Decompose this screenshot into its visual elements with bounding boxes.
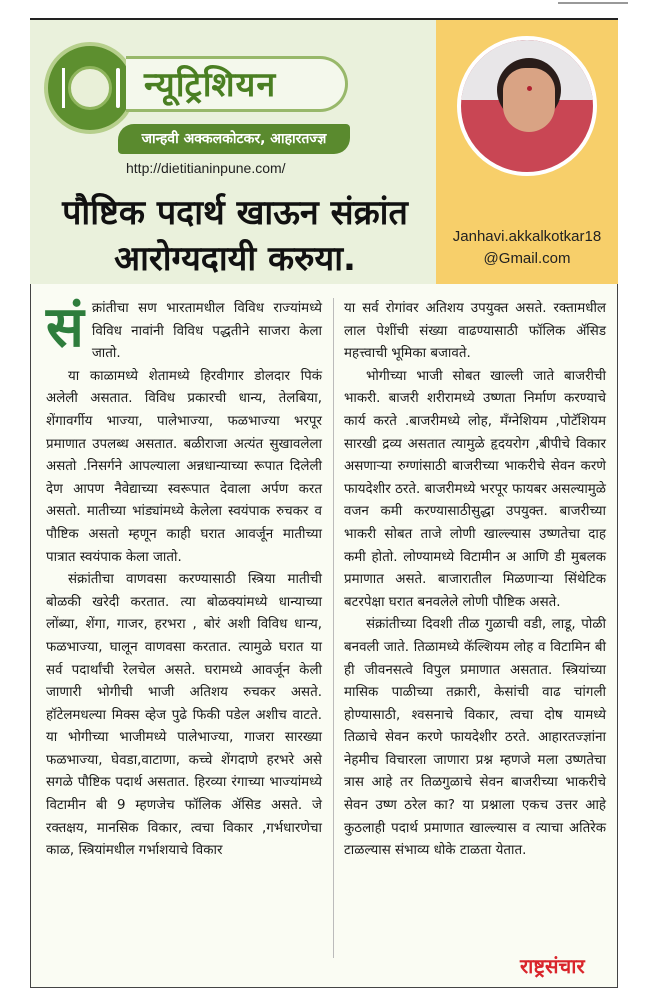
drop-cap: सं xyxy=(46,295,84,360)
email-line-2: @Gmail.com xyxy=(483,250,571,267)
paragraph: या सर्व रोगांवर अतिशय उपयुक्त असते. रक्तामधील लाल पेशींची संख्या वाढण्यासाठी फॉलिक ॲसिड महत्त्वाची भूमिका बजावते. xyxy=(344,301,606,362)
paragraph xyxy=(46,295,322,366)
paragraph: संक्रांतीचा वाणवसा करण्यासाठी स्त्रिया मातीची बोळकी खरेदी करतात. त्या बोळक्यांमध्ये धान्याच्या लोंब्या, शेंगा, गाजर, हरभरा , बोरं अशी विविध धान्य, फळभाज्या, घालून वाणवसा करतात. त्यामुळे घरात या सर्व पदार्थांची रेलचेल असते. घरामध्ये आवर्जून केली जाणारी भोगीची भाजी अतिशय रुचकर असते. हॉटेलमधल्या मिक्स व्हेज पुढे फिकी पडेल अशीच वाटते. या भोगीच्या भाजीमध्ये पालेभाज्या, गाजरा सारख्या फळभाज्या, घेवडा,वाटाणा, कच्चे शेंगदाणे हरभरे असे सगळे पौष्टिक पदार्थ असतात. हिरव्या रंगाच्या भाज्यांमध्ये विटामीन बी 9 म्हणजेच फॉलिक ॲसिड असते. जे रक्तक्षय, मानसिक विकार, त्वचा विकार ,गर्भधारणेचा काळ, स्त्रियांमधील गर्भाशयाचे विकार xyxy=(46,572,322,859)
article-column-1 xyxy=(46,295,322,863)
author-photo xyxy=(457,36,597,176)
author-byline: जान्हवी अक्कलकोटकर, आहारतज्ज्ञ xyxy=(118,124,350,154)
newspaper-logo: राष्ट्रसंचार xyxy=(520,954,585,978)
article-headline: पौष्टिक पदार्थ खाऊन संक्रांत आरोग्यदायी करुया. xyxy=(62,193,408,279)
paragraph-text: क्रांतीचा सण भारतामधील विविध राज्यांमध्ये विविध नावांनी विविध पद्धतीने साजरा केला जातो. xyxy=(91,301,322,362)
paragraph: भोगीच्या भाजी सोबत खाल्ली जाते बाजरीची भाकरी. बाजरी शरीरामध्ये उष्णता निर्माण करण्याचे कार्य करते .बाजरीमध्ये लोह, मॅंग्नेशियम ,पोटॅशियम सारखी द्रव्य असतात त्यामुळे हृदयरोग ,बीपीचे विकार असणाऱ्या रुग्णांसाठी बाजरीच्या भाकरीचे सेवन करणे फायदेशीर ठरते. बाजरीमध्ये भरपूर फायबर असल्यामुळे वजन कमी करण्यासाठीसुद्धा उपयुक्त. बाजरीच्या भाकरी सोबत ताजे लोणी खाल्ल्यास उष्णतेचा दाह कमी होतो. लोण्यामध्ये विटामीन अ आणि डी मुबलक प्रमाणात असते. बाजारातील मिळणाऱ्या सिंथेटिक बटरपेक्षा घरात बनवलेले लोणी पौष्टिक असते. xyxy=(344,368,606,610)
cropped-header-text xyxy=(558,2,628,12)
article-column-2 xyxy=(344,298,606,863)
email-line-1: Janhavi.akkalkotkar18 xyxy=(452,228,602,245)
plate-cutlery-icon xyxy=(44,42,136,134)
author-website: http://dietitianinpune.com/ xyxy=(126,160,286,176)
column-title: न्यूट्रिशियन xyxy=(144,65,277,105)
author-email xyxy=(436,226,618,270)
paragraph: संक्रांतीच्या दिवशी तीळ गुळाची वडी, लाडू, पोळी बनवली जाते. तिळामध्ये कॅल्शियम लोह व विटामिन बी ही जीवनसत्वे विपुल प्रमाणात असतात. स्त्रियांच्या मासिक पाळीच्या तक्रारी, केसांची वाढ चांगली होण्यासाठी, श्वसनाचे विकार, त्वचा दोष यामध्ये तिळाचे सेवन करणे फायदेशीर ठरते. आहारतज्ज्ञांना नेहमीच विचारला जाणारा प्रश्न म्हणजे मला उष्णतेचा त्रास आहे तर तिळगुळाचे सेवन बाजरीच्या भाकरीचे सेवन उष्ण ठरेल का? या प्रश्नाला एकच उत्तर आहे कुठलाही पदार्थ प्रमाणात खाल्ल्यास व त्याचा अतिरेक टाळल्यास संभाव्य धोके टाळता येतात. xyxy=(344,617,606,859)
column-divider xyxy=(333,298,334,958)
paragraph: या काळामध्ये शेतामध्ये हिरवीगार डोलदार पिकं अलेली असतात. विविध प्रकारची धान्य, तेलबिया, शेंगावर्गीय भाज्या, पालेभाज्या, फळभाज्या भरपूर प्रमाणात उपलब्ध असतात. बळीराजा अत्यंत सुखावलेला असतो .निसर्गने आपल्याला अन्नधान्याच्या रूपात दिलेली देण आपण नैवेद्याच्या स्वरूपात देवाला अर्पण करत असतो. मातीच्या भांड्यांमध्ये केलेला स्वयंपाक रुचकर व पौष्टिक असतो म्हणून काही घरात आवर्जून मातीच्या पात्रात स्वयंपाक केला जातो. xyxy=(46,368,322,565)
